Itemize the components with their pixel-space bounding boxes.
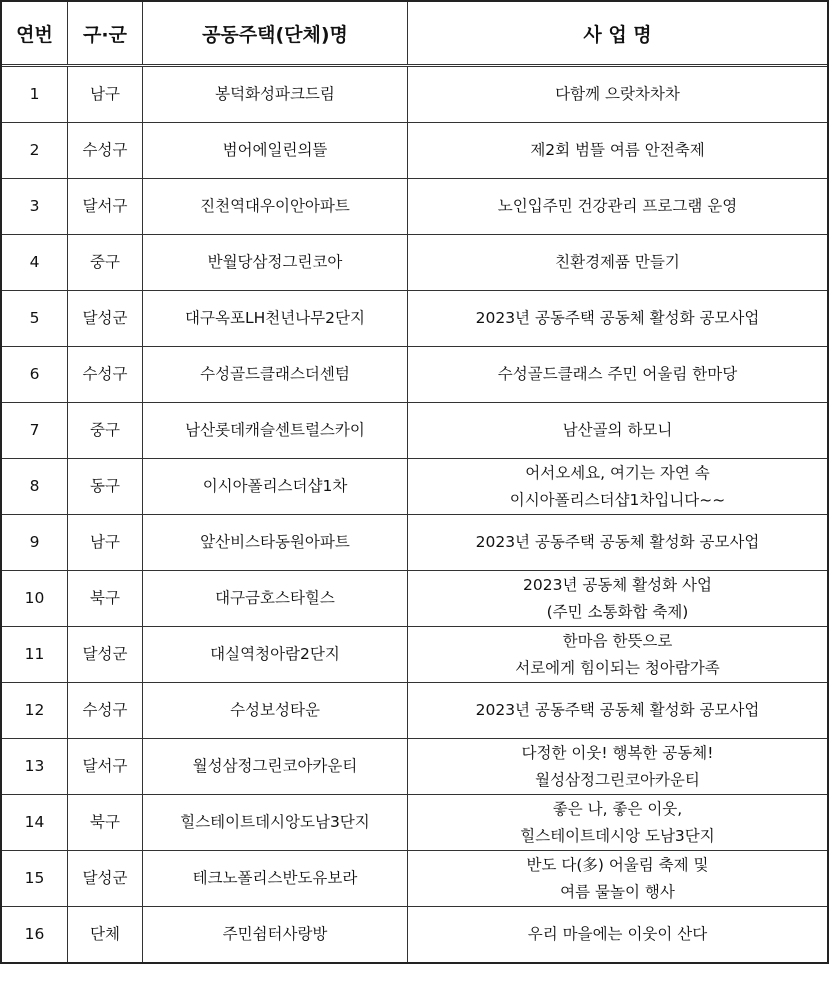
complex-name-cell: 주민쉼터사랑방 [143,907,408,963]
project-name-line: 우리 마을에는 이웃이 산다 [527,925,708,943]
district-cell: 중구 [68,235,143,291]
district-cell: 달성군 [68,291,143,347]
project-name-cell [408,515,828,571]
district-cell: 북구 [68,571,143,627]
district-cell: 남구 [68,66,143,123]
row-number-cell: 3 [2,179,68,235]
row-number-cell: 1 [2,66,68,123]
complex-name-cell: 수성골드클래스더센텀 [143,347,408,403]
table-row [2,179,828,235]
complex-name-cell: 범어에일린의뜰 [143,123,408,179]
table-row [2,907,828,963]
table-header [2,2,828,66]
complex-name-cell: 봉덕화성파크드림 [143,66,408,123]
project-name-cell [408,66,828,123]
row-number-cell: 7 [2,403,68,459]
table-row [2,459,828,515]
project-name-cell [408,907,828,963]
complex-name-cell: 월성삼정그린코아카운티 [143,739,408,795]
district-cell: 달성군 [68,627,143,683]
header-complex: 공동주택(단체)명 [143,2,408,66]
project-name-line: 수성골드클래스 주민 어울림 한마당 [497,365,738,383]
header-no: 연번 [2,2,68,66]
project-name-cell [408,291,828,347]
header-row [2,2,828,66]
project-name-line: 2023년 공동주택 공동체 활성화 공모사업 [475,533,760,551]
project-name-cell [408,795,828,851]
complex-name-cell: 대구금호스타힐스 [143,571,408,627]
table-row [2,851,828,907]
row-number-cell: 2 [2,123,68,179]
project-name-cell [408,739,828,795]
table-row [2,515,828,571]
row-number-cell: 5 [2,291,68,347]
complex-name-cell: 앞산비스타동원아파트 [143,515,408,571]
project-name-line: 월성삼정그린코아카운티 [535,770,700,789]
complex-name-cell: 대구옥포LH천년나무2단지 [143,291,408,347]
project-name-line: 서로에게 힘이되는 청아람가족 [515,658,720,677]
table-row [2,235,828,291]
district-cell: 북구 [68,795,143,851]
district-cell: 중구 [68,403,143,459]
project-name-line: 다정한 이웃! 행복한 공동체! [521,743,714,762]
district-cell: 달서구 [68,179,143,235]
row-number-cell: 11 [2,627,68,683]
project-name-cell [408,571,828,627]
table-row [2,683,828,739]
row-number-cell: 14 [2,795,68,851]
table-row [2,739,828,795]
project-name-cell [408,123,828,179]
project-name-line: 이시아폴리스더샵1차입니다~~ [509,490,726,509]
project-name-cell [408,627,828,683]
row-number-cell: 15 [2,851,68,907]
complex-name-cell: 반월당삼정그린코아 [143,235,408,291]
table-row [2,403,828,459]
project-name-line: 노인입주민 건강관리 프로그램 운영 [497,197,738,215]
row-number-cell: 10 [2,571,68,627]
table-row [2,795,828,851]
district-cell: 단체 [68,907,143,963]
project-name-cell [408,235,828,291]
row-number-cell: 8 [2,459,68,515]
row-number-cell: 12 [2,683,68,739]
project-name-line: 다함께 으랏차차차 [555,85,680,103]
complex-name-cell: 대실역청아람2단지 [143,627,408,683]
table-row [2,66,828,123]
project-name-line: 힐스테이트데시앙 도남3단지 [520,826,715,845]
row-number-cell: 9 [2,515,68,571]
project-name-line: 남산골의 하모니 [562,421,673,439]
table-body [2,66,828,963]
project-name-line: 2023년 공동주택 공동체 활성화 공모사업 [475,309,760,327]
table-row [2,627,828,683]
project-name-line: 좋은 나, 좋은 이웃, [552,799,683,818]
project-name-line: 제2회 범뜰 여름 안전축제 [530,141,705,159]
district-cell: 남구 [68,515,143,571]
project-name-line: 친환경제품 만들기 [555,253,680,271]
table-row [2,347,828,403]
district-cell: 수성구 [68,123,143,179]
district-cell: 달성군 [68,851,143,907]
complex-name-cell: 이시아폴리스더샵1차 [143,459,408,515]
table-row [2,123,828,179]
complex-name-cell: 진천역대우이안아파트 [143,179,408,235]
project-name-line: 2023년 공동체 활성화 사업 [523,575,712,594]
complex-name-cell: 남산롯데캐슬센트럴스카이 [143,403,408,459]
project-name-cell [408,347,828,403]
project-name-cell [408,459,828,515]
complex-name-cell: 테크노폴리스반도유보라 [143,851,408,907]
project-name-line: 한마음 한뜻으로 [562,631,673,650]
table-row [2,291,828,347]
project-name-cell [408,851,828,907]
project-name-line: (주민 소통화합 축제) [546,602,689,621]
district-cell: 수성구 [68,347,143,403]
district-cell: 동구 [68,459,143,515]
project-name-line: 어서오세요, 여기는 자연 속 [525,463,710,482]
row-number-cell: 6 [2,347,68,403]
project-name-line: 2023년 공동주택 공동체 활성화 공모사업 [475,701,760,719]
header-project: 사 업 명 [408,2,828,66]
complex-name-cell: 수성보성타운 [143,683,408,739]
project-name-line: 여름 물놀이 행사 [560,882,675,901]
project-name-cell [408,403,828,459]
project-table [1,1,828,963]
project-name-cell [408,179,828,235]
district-cell: 달서구 [68,739,143,795]
table-row [2,571,828,627]
row-number-cell: 13 [2,739,68,795]
header-district: 구·군 [68,2,143,66]
row-number-cell: 16 [2,907,68,963]
complex-name-cell: 힐스테이트데시앙도남3단지 [143,795,408,851]
project-name-line: 반도 다(多) 어울림 축제 및 [526,855,709,874]
row-number-cell: 4 [2,235,68,291]
district-cell: 수성구 [68,683,143,739]
project-name-cell [408,683,828,739]
